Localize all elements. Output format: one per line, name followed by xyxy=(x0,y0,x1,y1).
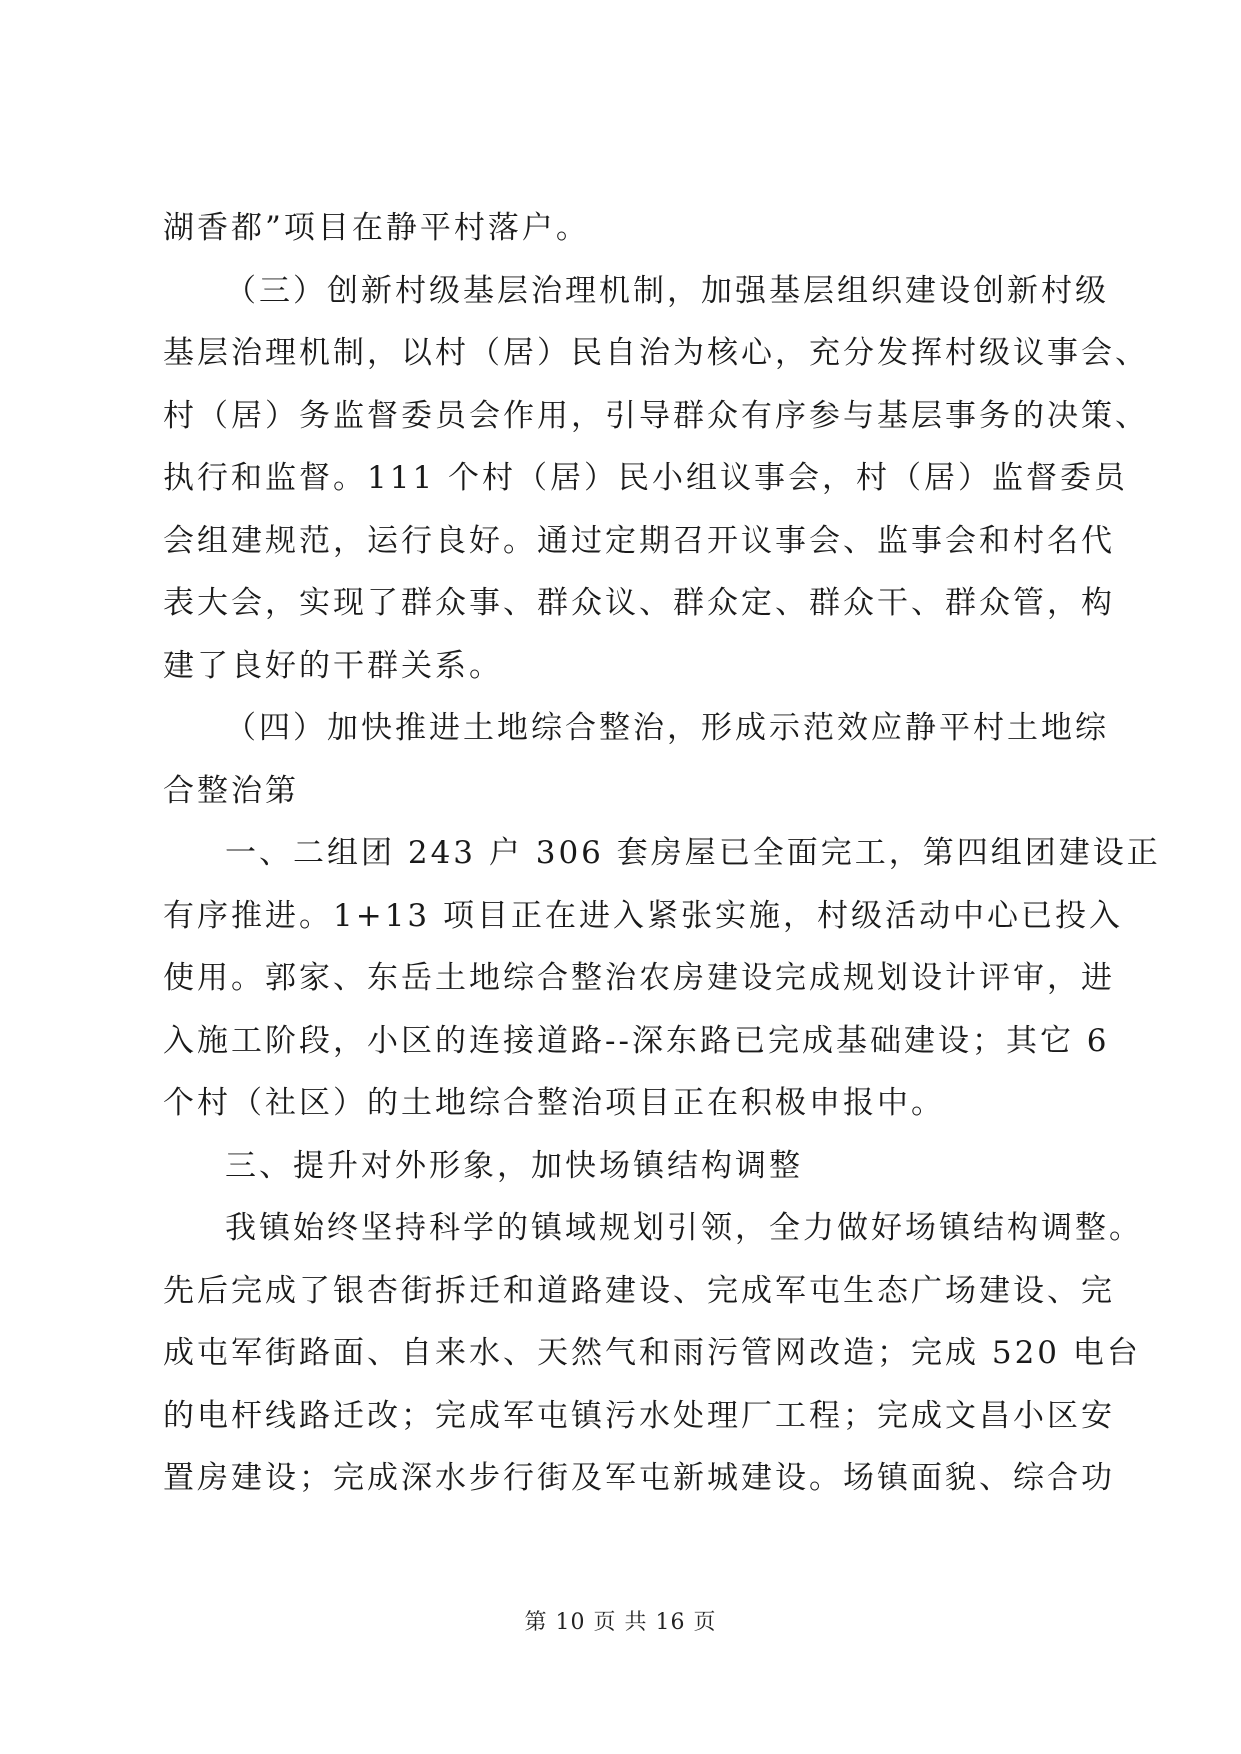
paragraph-line: 基层治理机制，以村（居）民自治为核心，充分发挥村级议事会、 xyxy=(163,335,1149,371)
paragraph-line: 置房建设；完成深水步行街及军屯新城建设。场镇面貌、综合功 xyxy=(163,1460,1115,1496)
paragraph-line: 执行和监督。111 个村（居）民小组议事会，村（居）监督委员 xyxy=(163,460,1129,496)
paragraph-line: 先后完成了银杏街拆迁和道路建设、完成军屯生态广场建设、完 xyxy=(163,1272,1115,1309)
paragraph-line: 会组建规范，运行良好。通过定期召开议事会、监事会和村名代 xyxy=(163,522,1115,559)
paragraph-line: 成屯军街路面、自来水、天然气和雨污管网改造；完成 520 电台 xyxy=(163,1335,1141,1371)
paragraph-line: 我镇始终坚持科学的镇域规划引领，全力做好场镇结构调整。 xyxy=(225,1210,1143,1246)
paragraph-line: 村（居）务监督委员会作用，引导群众有序参与基层事务的决策、 xyxy=(163,397,1149,434)
paragraph-line: 个村（社区）的土地综合整治项目正在积极申报中。 xyxy=(163,1085,945,1121)
paragraph-line: （三）创新村级基层治理机制，加强基层组织建设创新村级 xyxy=(225,272,1109,309)
section-heading: 三、提升对外形象，加快场镇结构调整 xyxy=(225,1147,803,1184)
paragraph-line: 有序推进。1+13 项目正在进入紧张实施，村级活动中心已投入 xyxy=(163,897,1123,934)
paragraph-line: 使用。郭家、东岳土地综合整治农房建设完成规划设计评审，进 xyxy=(163,960,1115,996)
paragraph-line: 一、二组团 243 户 306 套房屋已全面完工，第四组团建设正 xyxy=(225,835,1161,871)
section-heading-line: （四）加快推进土地综合整治，形成示范效应静平村土地综 xyxy=(225,710,1109,746)
paragraph-line: 入施工阶段，小区的连接道路--深东路已完成基础建设；其它 6 xyxy=(163,1022,1110,1059)
paragraph-line: 建了良好的干群关系。 xyxy=(163,647,503,684)
paragraph-line: 合整治第 xyxy=(163,772,299,809)
page-number-footer: 第 10 页 共 16 页 xyxy=(524,1610,717,1635)
document-body xyxy=(163,197,1161,1510)
paragraph-line: 表大会，实现了群众事、群众议、群众定、群众干、群众管，构 xyxy=(163,585,1115,621)
paragraph-line: 的电杆线路迁改；完成军屯镇污水处理厂工程；完成文昌小区安 xyxy=(163,1397,1115,1434)
paragraph-line: 湖香都”项目在静平村落户。 xyxy=(163,210,590,246)
